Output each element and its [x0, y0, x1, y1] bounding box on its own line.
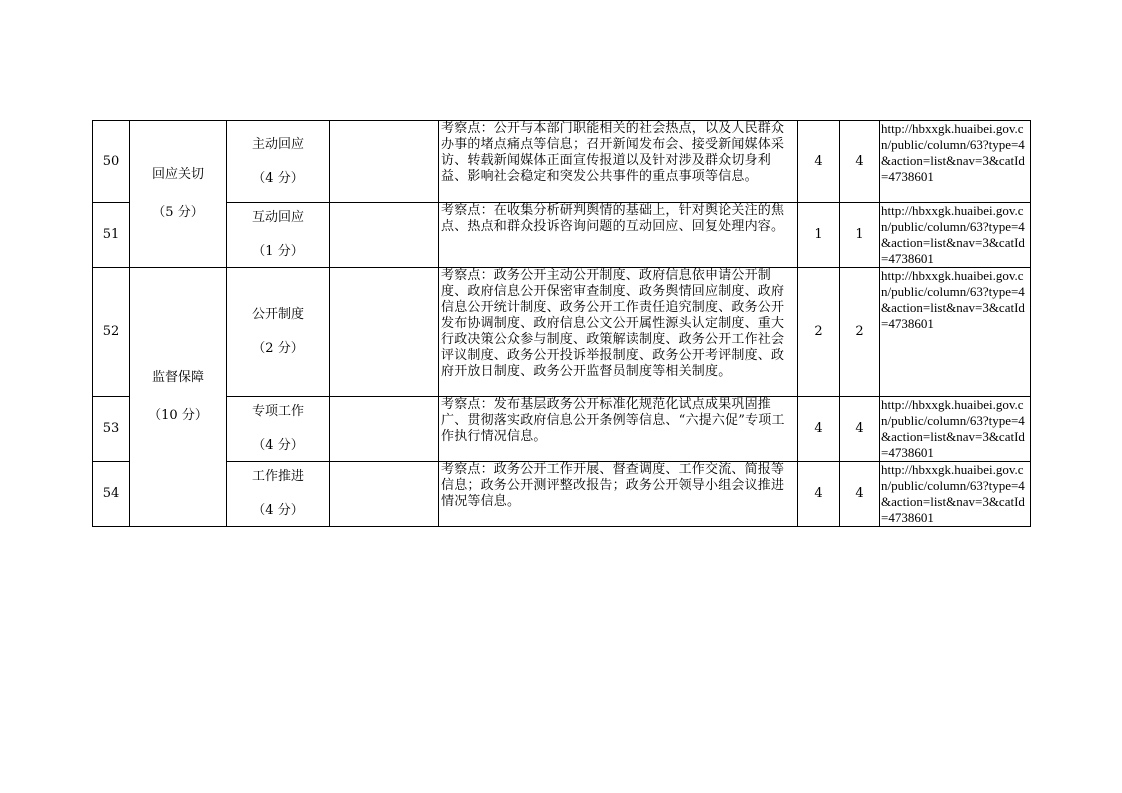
subcategory-score: （4 分） — [252, 170, 304, 186]
empty-cell — [330, 397, 439, 462]
score-a-cell: 4 — [798, 397, 840, 462]
url-link[interactable]: http://hbxxgk.huaibei.gov.cn/public/column/63?type=4&action=list&nav=3&catId=4738601 — [880, 268, 1031, 397]
subcategory-name: 公开制度 — [251, 307, 304, 322]
row-number: 50 — [93, 121, 130, 203]
row-number: 51 — [93, 203, 130, 268]
score-b-cell: 4 — [840, 121, 880, 203]
subcategory-name: 互动回应 — [251, 210, 304, 225]
subcategory-score: （1 分） — [252, 244, 304, 259]
url-link[interactable]: http://hbxxgk.huaibei.gov.cn/public/column/63?type=4&action=list&nav=3&catId=4738601 — [880, 121, 1031, 203]
subcategory-name: 主动回应 — [251, 136, 304, 152]
score-b-cell: 4 — [840, 397, 880, 462]
url-link[interactable]: http://hbxxgk.huaibei.gov.cn/public/column/63?type=4&action=list&nav=3&catId=4738601 — [880, 203, 1031, 268]
category-cell — [130, 268, 227, 527]
score-a-cell: 2 — [798, 268, 840, 397]
empty-cell — [330, 462, 439, 527]
subcategory-cell — [227, 462, 330, 527]
subcategory-cell — [227, 121, 330, 203]
score-a-cell: 4 — [798, 462, 840, 527]
description-cell: 考察点：政务公开工作开展、督查调度、工作交流、简报等信息；政务公开测评整改报告；政务公开领导小组会议推进情况等信息。 — [439, 462, 798, 527]
table-row — [93, 462, 1031, 527]
category-name: 监督保障 — [151, 370, 204, 385]
description-cell: 考察点：在收集分析研判舆情的基础上，针对舆论关注的焦点、热点和群众投诉咨询问题的互动回应、回复处理内容。 — [439, 203, 798, 268]
description-cell: 考察点：公开与本部门职能相关的社会热点，以及人民群众办事的堵点痛点等信息；召开新闻发布会、接受新闻媒体采访、转载新闻媒体正面宣传报道以及针对涉及群众切身利益、影响社会稳定和突发公共事件的重点事项等信息。 — [439, 121, 798, 203]
url-link[interactable]: http://hbxxgk.huaibei.gov.cn/public/column/63?type=4&action=list&nav=3&catId=4738601 — [880, 397, 1031, 462]
description-cell: 考察点：发布基层政务公开标准化规范化试点成果巩固推广、贯彻落实政府信息公开条例等信息、“六提六促”专项工作执行情况信息。 — [439, 397, 798, 462]
score-b-cell: 4 — [840, 462, 880, 527]
subcategory-score: （2 分） — [252, 341, 304, 356]
subcategory-score: （4 分） — [252, 438, 304, 453]
category-name: 回应关切 — [151, 167, 204, 182]
subcategory-score: （4 分） — [252, 503, 304, 518]
subcategory-name: 工作推进 — [251, 469, 304, 484]
category-cell — [130, 121, 227, 268]
description-cell: 考察点：政务公开主动公开制度、政府信息依申请公开制度、政府信息公开保密审查制度、政务舆情回应制度、政府信息公开统计制度、政务公开工作责任追究制度、政务公开发布协调制度、政府信息公文公开属性源头认定制度、重大行政决策公众参与制度、政策解读制度、政务公开工作社会评议制度、政务公开投诉举报制度、政务公开考评制度、政府开放日制度、政务公开监督员制度等相关制度。 — [439, 268, 798, 397]
row-number: 54 — [93, 462, 130, 527]
evaluation-table — [92, 120, 1031, 527]
score-a-cell: 1 — [798, 203, 840, 268]
subcategory-cell — [227, 397, 330, 462]
score-b-cell: 1 — [840, 203, 880, 268]
table-row — [93, 121, 1031, 203]
empty-cell — [330, 121, 439, 203]
category-score: （10 分） — [148, 408, 208, 423]
category-score: （5 分） — [152, 205, 204, 220]
subcategory-name: 专项工作 — [251, 404, 304, 419]
table-row — [93, 397, 1031, 462]
score-a-cell: 4 — [798, 121, 840, 203]
empty-cell — [330, 203, 439, 268]
row-number: 52 — [93, 268, 130, 397]
score-b-cell: 2 — [840, 268, 880, 397]
row-number: 53 — [93, 397, 130, 462]
empty-cell — [330, 268, 439, 397]
subcategory-cell — [227, 268, 330, 397]
table-row — [93, 203, 1031, 268]
table-row — [93, 268, 1031, 397]
url-link[interactable]: http://hbxxgk.huaibei.gov.cn/public/column/63?type=4&action=list&nav=3&catId=4738601 — [880, 462, 1031, 527]
subcategory-cell — [227, 203, 330, 268]
